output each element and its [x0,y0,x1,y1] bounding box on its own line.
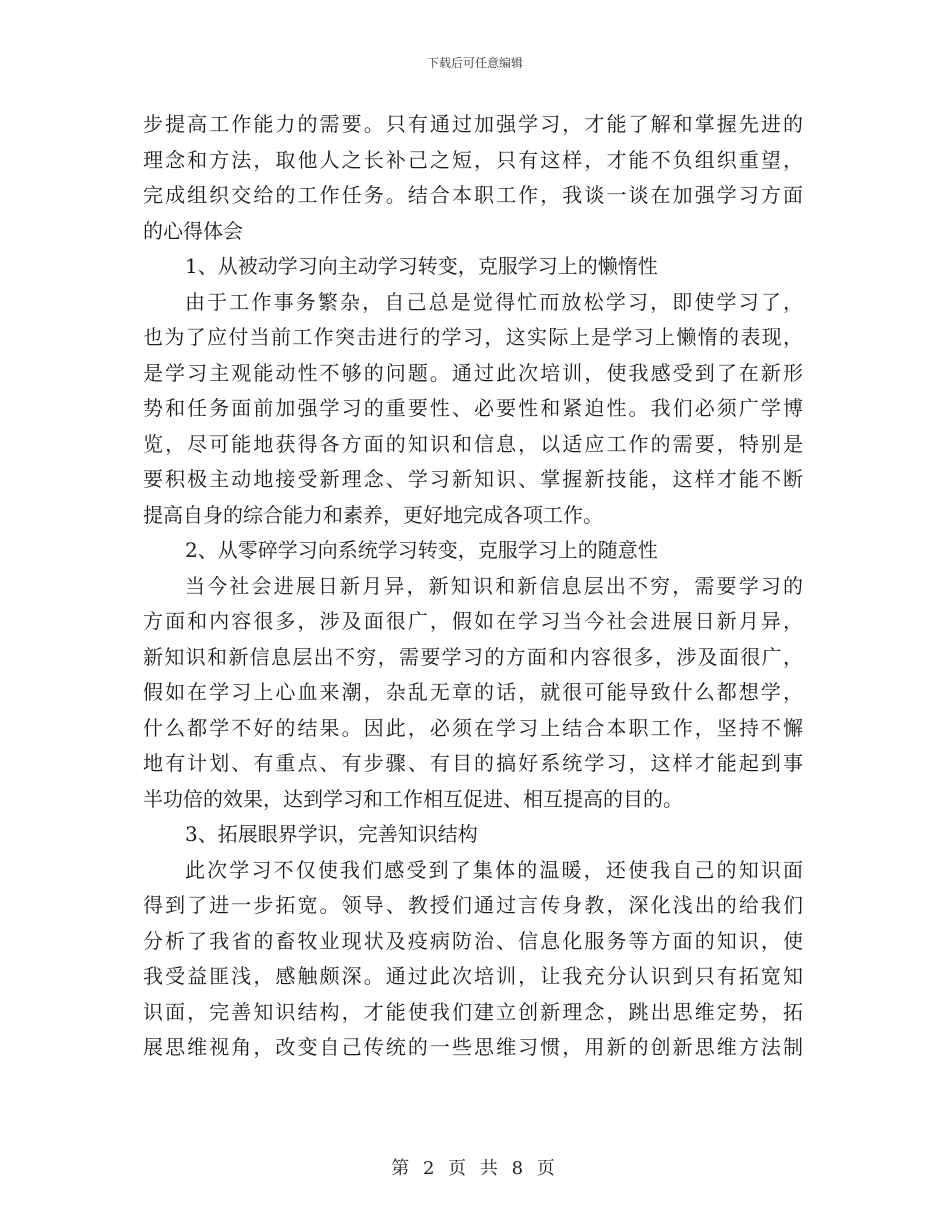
text-line: 假如在学习上心血来潮，杂乱无章的话，就很可能导致什么都想学， [143,680,803,704]
text-line: 2、从零碎学习向系统学习转变，克服学习上的随意性 [185,538,658,562]
text-line: 3、拓展眼界学识，完善知识结构 [185,822,478,846]
text-line: 要积极主动地接受新理念、学习新知识、掌握新技能，这样才能不断 [143,467,803,491]
text-line: 分析了我省的畜牧业现状及疫病防治、信息化服务等方面的知识，使 [143,928,803,953]
document-body [143,107,803,1066]
text-line: 方面和内容很多，涉及面很广，假如在学习当今社会进展日新月异， [143,609,803,633]
text-line: 势和任务面前加强学习的重要性、必要性和紧迫性。我们必须广学博 [143,396,803,420]
text-line: 新知识和新信息层出不穷，需要学习的方面和内容很多，涉及面很广， [143,644,803,669]
text-line: 识面，完善知识结构，才能使我们建立创新理念，跳出思维定势，拓 [143,999,803,1024]
text-line: 由于工作事务繁杂，自己总是觉得忙而放松学习，即使学习了， [185,289,803,314]
text-line: 的心得体会 [143,218,243,243]
text-line: 1、从被动学习向主动学习转变，克服学习上的懒惰性 [185,254,658,278]
text-line: 是学习主观能动性不够的问题。通过此次培训，使我感受到了在新形 [143,360,803,385]
text-line: 展思维视角，改变自己传统的一些思维习惯，用新的创新思维方法制 [143,1035,803,1059]
text-line: 步提高工作能力的需要。只有通过加强学习，才能了解和掌握先进的 [143,112,803,136]
text-line: 我受益匪浅，感触颇深。通过此次培训，让我充分认识到只有拓宽知 [143,964,803,988]
text-line: 览，尽可能地获得各方面的知识和信息，以适应工作的需要，特别是 [143,431,803,456]
text-line: 理念和方法，取他人之长补己之短，只有这样，才能不负组织重望， [143,147,803,172]
text-line: 完成组织交给的工作任务。结合本职工作，我谈一谈在加强学习方面 [143,183,803,207]
text-line: 当今社会进展日新月异，新知识和新信息层出不穷，需要学习的 [185,573,803,598]
text-line: 得到了进一步拓宽。领导、教授们通过言传身教，深化浅出的给我们 [143,893,803,917]
page-header: 下载后可任意编辑 [426,56,523,70]
text-line: 也为了应付当前工作突击进行的学习，这实际上是学习上懒惰的表现， [143,325,803,349]
text-line: 半功倍的效果，达到学习和工作相互促进、相互提高的目的。 [143,786,683,811]
text-line: 地有计划、有重点、有步骤、有目的搞好系统学习，这样才能起到事 [143,751,803,775]
page-footer: 第 2 页 共 8 页 [391,1158,559,1179]
text-line: 什么都学不好的结果。因此，必须在学习上结合本职工作，坚持不懈 [143,715,803,740]
text-line: 提高自身的综合能力和素养，更好地完成各项工作。 [143,502,603,527]
text-line: 此次学习不仅使我们感受到了集体的温暖，还使我自己的知识面 [185,857,803,882]
